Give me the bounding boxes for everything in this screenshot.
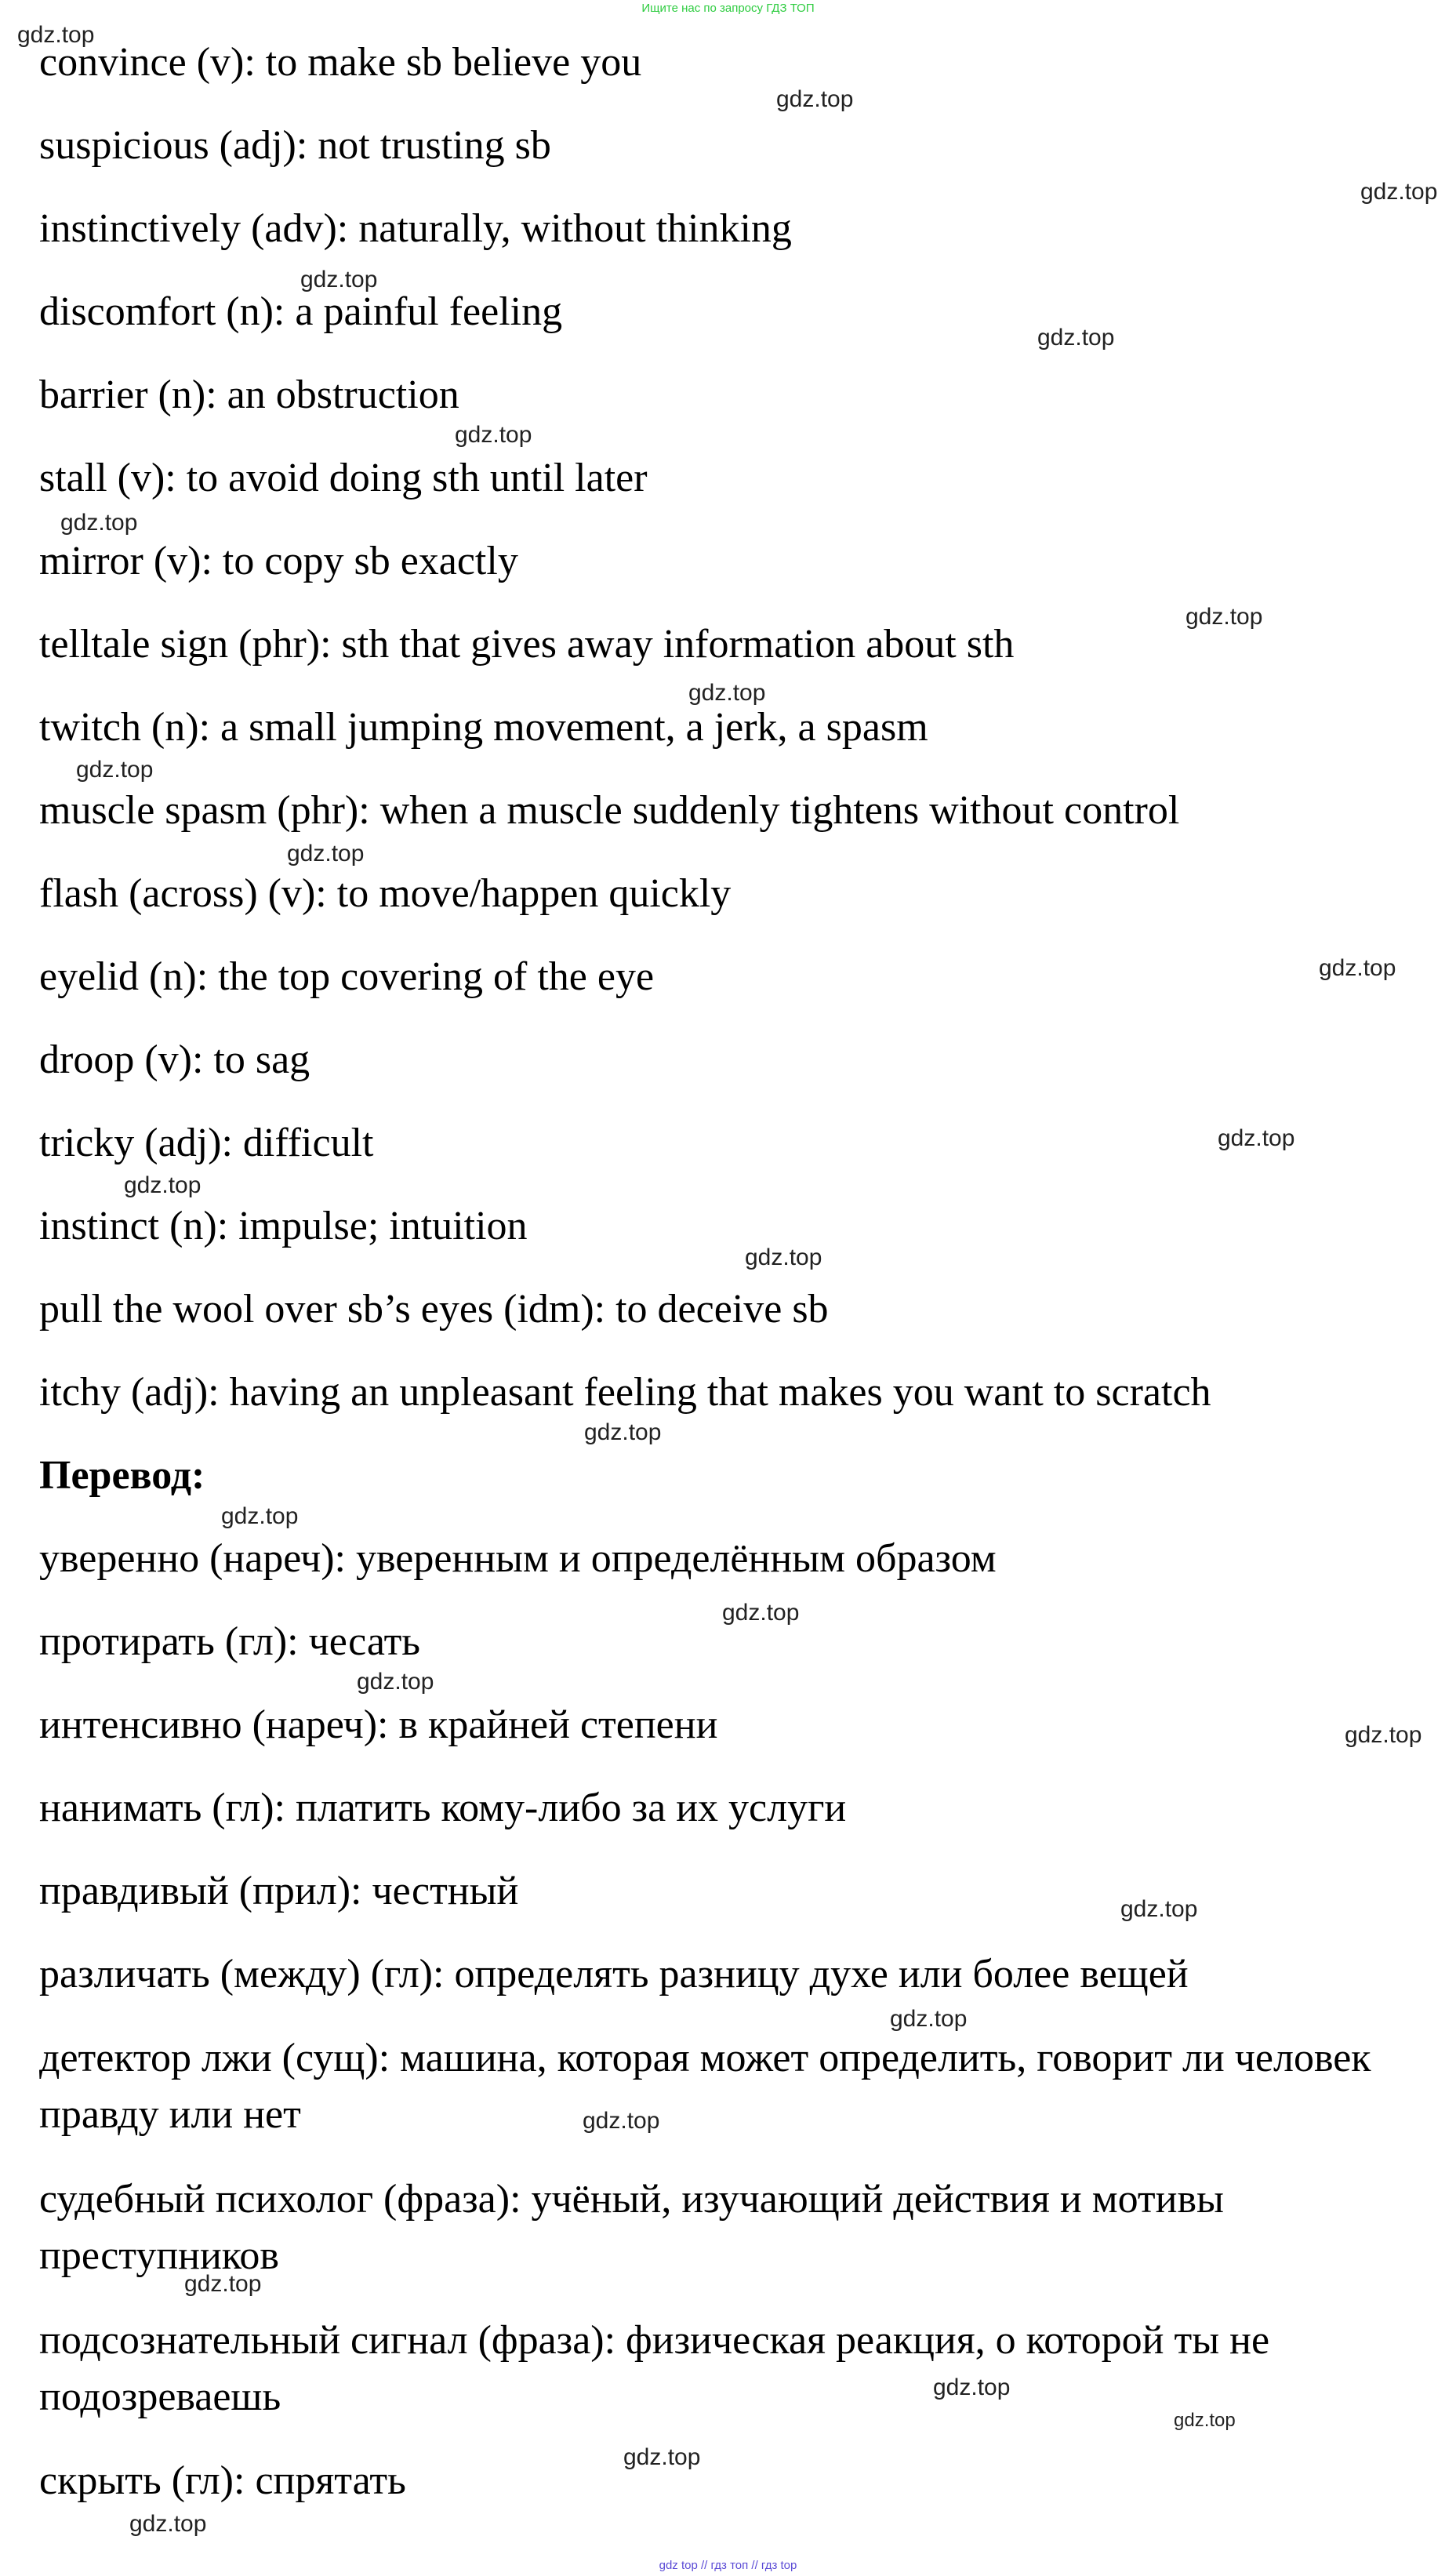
watermark: gdz.top <box>455 422 532 448</box>
watermark: gdz.top <box>583 2108 660 2134</box>
vocab-entry: twitch (n): a small jumping movement, a jerk, a spasm <box>39 705 928 750</box>
vocab-entry: mirror (v): to copy sb exactly <box>39 539 518 583</box>
watermark: gdz.top <box>221 1503 299 1529</box>
translation-entry: протирать (гл): чесать <box>39 1619 421 1664</box>
vocab-entry: telltale sign (phr): sth that gives away information about sth <box>39 622 1015 667</box>
vocab-entry: droop (v): to sag <box>39 1037 310 1082</box>
watermark: gdz.top <box>300 267 378 292</box>
watermark: gdz.top <box>1185 604 1263 630</box>
watermark: gdz.top <box>17 22 95 48</box>
translation-entry: различать (между) (гл): определять разницу духе или более вещей <box>39 1952 1189 1996</box>
vocab-entry: instinct (n): impulse; intuition <box>39 1204 528 1248</box>
watermark: gdz.top <box>623 2444 701 2470</box>
vocab-entry: eyelid (n): the top covering of the eye <box>39 954 655 999</box>
translation-heading: Перевод: <box>39 1453 205 1498</box>
vocabulary-list <box>39 35 1443 2537</box>
watermark: gdz.top <box>1037 325 1115 351</box>
vocab-entry: instinctively (adv): naturally, without thinking <box>39 206 792 251</box>
watermark: gdz.top <box>933 2374 1011 2400</box>
vocab-entry: flash (across) (v): to move/happen quickly <box>39 871 732 916</box>
watermark: gdz.top <box>1218 1125 1295 1151</box>
translation-entry: уверенно (нареч): уверенным и определённым образом <box>39 1536 997 1581</box>
bottom-banner: gdz top // гдз топ // гдз top <box>659 2559 797 2572</box>
watermark: gdz.top <box>688 680 766 706</box>
translation-entry: правдивый (прил): честный <box>39 1869 519 1913</box>
vocab-entry: pull the wool over sb’s eyes (idm): to deceive sb <box>39 1287 829 1332</box>
watermark: gdz.top <box>1360 179 1438 205</box>
vocab-entry: tricky (adj): difficult <box>39 1121 374 1165</box>
vocab-entry: suspicious (adj): not trusting sb <box>39 123 551 168</box>
watermark: gdz.top <box>184 2271 262 2297</box>
watermark: gdz.top <box>776 86 854 112</box>
vocab-entry: convince (v): to make sb believe you <box>39 40 642 85</box>
watermark: gdz.top <box>584 1419 662 1445</box>
translation-entry: нанимать (гл): платить кому-либо за их услуги <box>39 1786 847 1830</box>
watermark: gdz.top <box>1319 955 1396 981</box>
watermark: gdz.top <box>124 1172 202 1198</box>
translation-entry: подсознательный сигнал (фраза): физическая реакция, о которой ты не подозреваешь <box>39 2318 1270 2419</box>
translation-entry: судебный психолог (фраза): учёный, изучающий действия и мотивы преступников <box>39 2177 1224 2278</box>
watermark: gdz.top <box>1120 1896 1198 1922</box>
vocab-entry: stall (v): to avoid doing sth until later <box>39 456 648 500</box>
vocab-entry: barrier (n): an obstruction <box>39 372 459 417</box>
vocab-entry: discomfort (n): a painful feeling <box>39 289 563 334</box>
watermark: gdz.top <box>722 1600 800 1626</box>
watermark: gdz.top <box>60 510 138 536</box>
watermark: gdz.top <box>1174 2410 1236 2431</box>
watermark: gdz.top <box>357 1669 434 1695</box>
watermark: gdz.top <box>1345 1722 1422 1748</box>
watermark: gdz.top <box>287 841 365 867</box>
watermark: gdz.top <box>76 757 154 783</box>
watermark: gdz.top <box>890 2006 968 2032</box>
vocab-entry: muscle spasm (phr): when a muscle suddenly tightens without control <box>39 788 1180 833</box>
translation-entry: детектор лжи (сущ): машина, которая может определить, говорит ли человек правду или нет <box>39 2036 1371 2137</box>
translation-entry: скрыть (гл): спрятать <box>39 2458 406 2503</box>
vocab-entry: itchy (adj): having an unpleasant feeling that makes you want to scratch <box>39 1370 1211 1415</box>
watermark: gdz.top <box>129 2511 207 2537</box>
top-banner: Ищите нас по запросу ГДЗ ТОП <box>641 2 815 15</box>
watermark: gdz.top <box>745 1244 822 1270</box>
translation-entry: интенсивно (нареч): в крайней степени <box>39 1702 718 1747</box>
